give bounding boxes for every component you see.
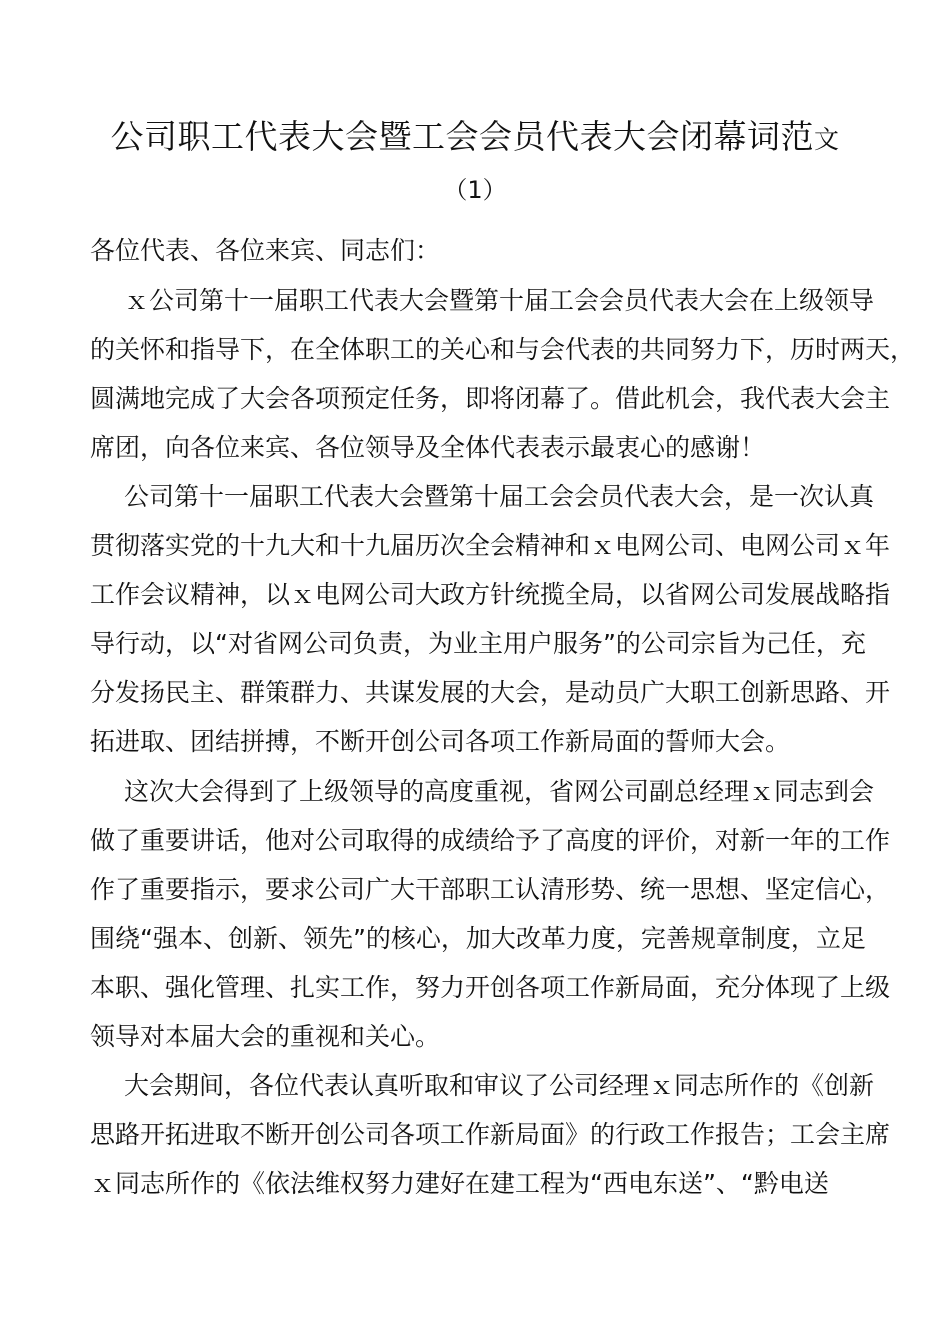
paragraph-line: 的关怀和指导下，在全体职工的关心和与会代表的共同努力下，历时两天， [90, 335, 916, 364]
paragraph-line: 席团，向各位来宾、各位领导及全体代表表示最衷心的感谢！ [90, 433, 766, 462]
paragraph-line: 大会期间，各位代表认真听取和审议了公司经理ｘ同志所作的《创新 [124, 1071, 875, 1100]
salutation-line: 各位代表、各位来宾、同志们： [90, 236, 441, 265]
paragraph-line: 圆满地完成了大会各项预定任务，即将闭幕了。借此机会，我代表大会主 [90, 384, 891, 413]
paragraph-line: 这次大会得到了上级领导的高度重视，省网公司副总经理ｘ同志到会 [124, 777, 875, 806]
paragraph-line: 拓进取、团结拼搏，不断开创公司各项工作新局面的誓师大会。 [90, 727, 791, 756]
document-title [60, 112, 890, 165]
paragraph-line: 围绕“强本、创新、领先”的核心，加大改革力度，完善规章制度，立足 [90, 924, 866, 953]
title-tail: 文 [813, 125, 840, 154]
paragraph-line: 本职、强化管理、扎实工作，努力开创各项工作新局面，充分体现了上级 [90, 973, 891, 1002]
paragraph-line: 贯彻落实党的十九大和十九届历次全会精神和ｘ电网公司、电网公司ｘ年 [90, 531, 891, 560]
paragraph-line: 分发扬民主、群策群力、共谋发展的大会，是动员广大职工创新思路、开 [90, 678, 891, 707]
paragraph-line: ｘ公司第十一届职工代表大会暨第十届工会会员代表大会在上级领导 [124, 286, 875, 315]
paragraph-line: 做了重要讲话，他对公司取得的成绩给予了高度的评价，对新一年的工作 [90, 826, 891, 855]
paragraph-line: 导行动，以“对省网公司负责，为业主用户服务”的公司宗旨为己任，充 [90, 629, 866, 658]
document-subtitle: （1） [443, 176, 507, 204]
title-main: 公司职工代表大会暨工会会员代表大会闭幕词范 [110, 117, 814, 156]
paragraph-line: ｘ同志所作的《依法维权努力建好在建工程为“西电东送”、“黔电送 [90, 1169, 829, 1198]
paragraph-line: 作了重要指示，要求公司广大干部职工认清形势、统一思想、坚定信心， [90, 875, 891, 904]
paragraph-line: 工作会议精神，以ｘ电网公司大政方针统揽全局，以省网公司发展战略指 [90, 580, 891, 609]
paragraph-line: 公司第十一届职工代表大会暨第十届工会会员代表大会，是一次认真 [124, 482, 875, 511]
paragraph-line: 思路开拓进取不断开创公司各项工作新局面》的行政工作报告；工会主席 [90, 1120, 891, 1149]
paragraph-line: 领导对本届大会的重视和关心。 [90, 1022, 441, 1051]
